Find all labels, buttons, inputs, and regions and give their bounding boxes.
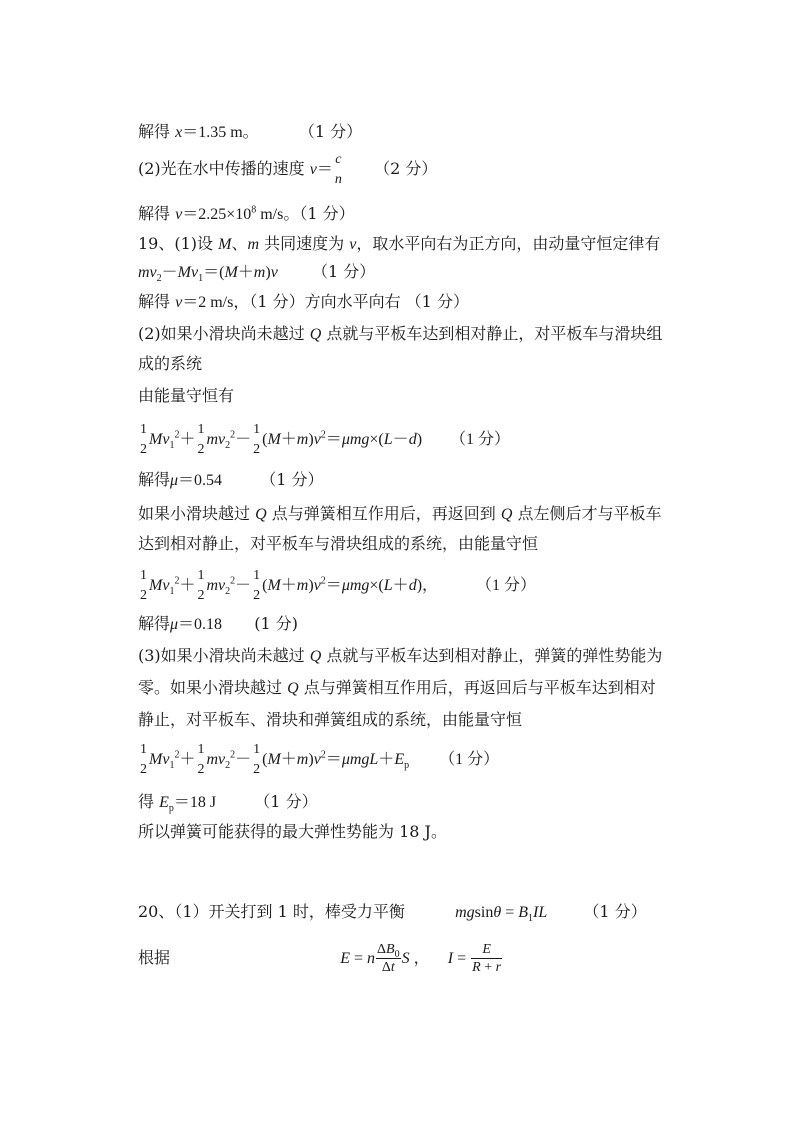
score-label: （1 分） [311,262,376,281]
score-label: （1 分） [450,431,511,448]
equation: 解得 x＝1.35 m。 [138,122,259,141]
line-14 [138,566,536,606]
line-18 [138,710,522,730]
line-1 [138,122,362,143]
line-text: 19、(1)设 M、m 共同速度为 v，取水平向右为正方向，由动量守恒定律有 [138,234,661,253]
line-text: 如果小滑块越过 Q 点与弹簧相互作用后，再返回到 Q 点左侧后才与平板车 [138,504,662,523]
line-text: 解得μ＝0.54 [138,470,223,489]
fraction-c-over-n: c n [334,151,342,187]
line-22 [138,902,647,923]
line-7 [138,324,662,345]
line-17 [138,678,656,699]
line-text: 20、（1）开关打到 1 时，棒受力平衡 [138,902,405,921]
line-text: 达到相对静止，对平板车与滑块组成的系统，由能量守恒 [138,534,539,553]
line-20 [138,792,318,813]
line-text: (2)光在水中传播的速度 v＝ [138,159,333,178]
score-label: （1 分） [476,577,537,594]
line-3 [138,204,355,225]
force-balance-equation: $mgsin\theta = B_1IL$ [455,904,548,925]
line-19 [138,740,499,780]
line-8 [138,354,202,374]
score-label: （1 分） [298,122,363,141]
line-12 [138,504,662,525]
line-2 [138,150,437,189]
line-10 [138,420,510,460]
line-text: 零。如果小滑块越过 Q 点与弹簧相互作用后，再返回后与平板车达到相对 [138,678,656,697]
line-text: 解得 v＝2 m/s，（1 分）方向水平向右 （1 分） [138,292,469,311]
line-6 [138,292,469,313]
line-text: 根据 [138,948,171,967]
line-text: 成的系统 [138,354,203,373]
score-label: （1 分） [254,792,318,811]
line-21 [138,822,447,842]
emf-equation: E = n $\frac{\Delta B_0}{\Delta t}$ S ， [340,942,430,976]
score-label: （1 分） [439,751,500,768]
line-text: 解得 $v=2.25\times 10^8$ m/s。（1 分） [138,204,355,223]
line-15 [138,614,298,635]
score-label: (1 分) [254,614,299,633]
current-equation: I = $\frac{E}{R + r}$ [447,942,502,976]
line-text: 由能量守恒有 [138,386,235,405]
line-13 [138,534,538,554]
line-text: (3)如果小滑块尚未越过 Q 点就与平板车达到相对静止，弹簧的弹性势能为 [138,646,663,665]
line-9 [138,386,234,406]
line-5 [138,262,375,283]
energy-equation-2: 1 2 $Mv_1^2+$ 1 2 $mv_2^2-$ 1 2 $(M+m)v^2=\mu mg\times(L+d)$， [140,568,439,604]
line-11 [138,470,324,491]
score-label: （1 分） [583,902,647,921]
score-label: （2 分） [374,159,438,178]
line-text: 所以弹簧可能获得的最大弹性势能为 18 J。 [138,822,447,841]
line-16 [138,646,662,667]
line-text: (2)如果小滑块尚未越过 Q 点就与平板车达到相对静止，对平板车与滑块组 [138,324,663,343]
line-4 [138,234,660,255]
momentum-equation: $mv_2-Mv_1=(M+m)v$ [138,264,278,285]
energy-equation-1: 1 2 $Mv_1^2+$ 1 2 $mv_2^2-$ 1 2 $(M+m)v^2=\mu mg\times(L-d)$ [140,422,423,458]
line-text: 得 $E_p=18$ J [138,792,217,815]
line-text: 解得μ＝0.18 [138,614,223,633]
energy-equation-3: 1 2 $Mv_1^2+$ 1 2 $mv_2^2-$ 1 2 $(M+m)v^2=\mu mgL+E_p$ [140,742,410,778]
score-label: （1 分） [260,470,324,489]
line-text: 静止，对平板车、滑块和弹簧组成的系统，由能量守恒 [138,710,523,729]
line-23 [138,936,503,981]
